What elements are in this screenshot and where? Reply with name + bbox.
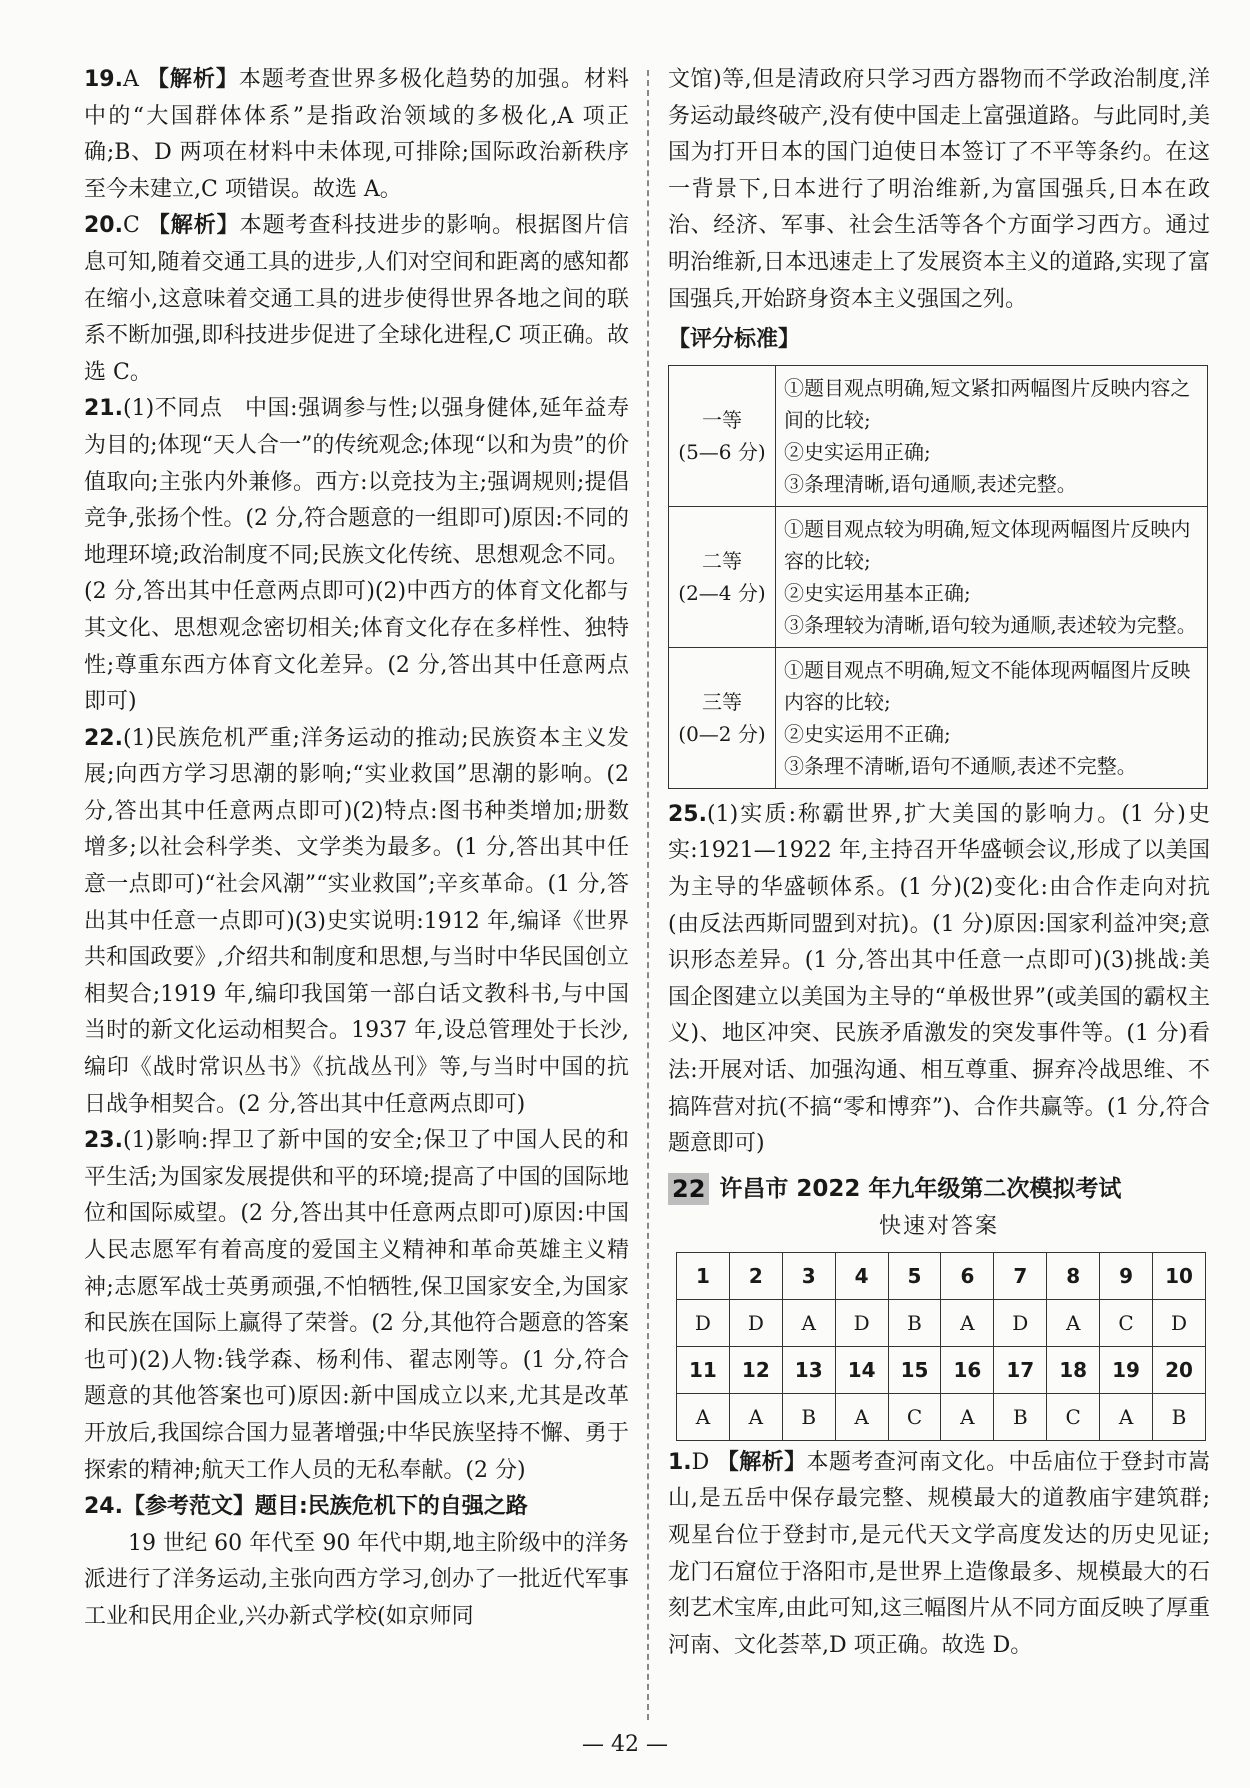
answer-key-numbers-row: 1 2 3 4 5 6 7 8 9 10 (677, 1252, 1206, 1299)
answer-key-table (676, 1252, 1206, 1441)
grading-table (668, 365, 1208, 789)
grade-criteria: ①题目观点明确,短文紧扣两幅图片反映内容之间的比较; ②史实运用正确; ③条理清晰,语句通顺,表述完整。 (776, 365, 1208, 506)
grade-level: 三等 (0—2 分) (669, 647, 776, 788)
answer-24-essay-continued: 文馆)等,但是清政府只学习西方器物而不学政治制度,洋务运动最终破产,没有使中国走上富强道路。与此同时,美国为打开日本的国门迫使日本签订了不平等条约。在这一背景下,日本进行了明治维新,为富国强兵,日本在政治、经济、军事、社会生活等各个方面学习西方。通过明治维新,日本迅速走上了发展资本主义的道路,实现了富国强兵,开始跻身资本主义强国之列。 (668, 67, 1210, 312)
grade-criteria: ①题目观点不明确,短文不能体现两幅图片反映内容的比较; ②史实运用不正确; ③条理不清晰,语句不通顺,表述不完整。 (776, 647, 1208, 788)
answer-1: 1.D 【解析】本题考查河南文化。中岳庙位于登封市嵩山,是五岳中保存最完整、规模最大的道教庙宇建筑群;观星台位于登封市,是元代天文学高度发达的历史见证;龙门石窟位于洛阳市,是世界上造像最多、规模最大的石刻艺术宝库,由此可知,这三幅图片从不同方面反映了厚重河南、文化荟萃,D 项正确。故选 D。 (668, 1449, 1210, 1658)
grading-criteria-label: 【评分标准】 (668, 327, 801, 353)
grade-level: 一等 (5—6 分) (669, 365, 776, 506)
answer-key-numbers-row: 11 12 13 14 15 16 17 18 19 20 (677, 1346, 1206, 1393)
answer-23: 23.(1)影响:捍卫了新中国的安全;保卫了中国人民的和平生活;为国家发展提供和平的环境;提高了中国的国际地位和国际威望。(2 分,答出其中任意两点即可)原因:中国人民志愿军有着高度的爱国主义精神和革命英雄主义精神;志愿军战士英勇顽强,不怕牺牲,保卫国家安全,为国家和民族在国际上赢得了荣誉。(2 分,其他符合题意的答案也可)(2)人物:钱学森、杨利伟、翟志刚等。(1 分,符合题意的其他答案也可)原因:新中国成立以来,尤其是改革开放后,我国综合国力显著增强;中华民族坚持不懈、勇于探索的精神;航天工作人员的无私奉献。(2 分) (84, 1128, 629, 1483)
grade-criteria: ①题目观点较为明确,短文体现两幅图片反映内容的比较; ②史实运用基本正确; ③条理较为清晰,语句较为通顺,表述较为完整。 (776, 506, 1208, 647)
answer-24-heading: 24.【参考范文】题目:民族危机下的自强之路 (84, 1494, 528, 1520)
grading-row (669, 647, 1208, 788)
grading-row (669, 506, 1208, 647)
answer-21: 21.(1)不同点 中国:强调参与性;以强身健体,延年益寿为目的;体现“天人合一”的传统观念;体现“以和为贵”的价值取向;主张内外兼修。西方:以竞技为主;强调规则;提倡竞争,张扬个性。(2 分,符合题意的一组即可)原因:不同的地理环境;政治制度不同;民族文化传统、思想观念不同。(2 分,答出其中任意两点即可)(2)中西方的体育文化都与其文化、思想观念密切相关;体育文化存在多样性、独特性;尊重东西方体育文化差异。(2 分,答出其中任意两点即可) (84, 396, 629, 715)
right-column (668, 62, 1210, 1664)
grade-level: 二等 (2—4 分) (669, 506, 776, 647)
grading-row (669, 365, 1208, 506)
exam-number-badge: 22 (668, 1173, 709, 1205)
answer-20: 20.C 【解析】本题考查科技进步的影响。根据图片信息可知,随着交通工具的进步,人们对空间和距离的感知都在缩小,这意味着交通工具的进步使得世界各地之间的联系不断加强,即科技进步促进了全球化进程,C 项正确。故选 C。 (84, 213, 629, 385)
left-column (84, 62, 629, 1636)
answer-key-letters-row: D D A D B A D A C D (677, 1299, 1206, 1346)
exam-title (668, 1171, 1210, 1208)
answer-24-essay: 19 世纪 60 年代至 90 年代中期,地主阶级中的洋务派进行了洋务运动,主张向西方学习,创办了一批近代军事工业和民用企业,兴办新式学校(如京师同 (84, 1530, 629, 1629)
answer-22: 22.(1)民族危机严重;洋务运动的推动;民族资本主义发展;向西方学习思潮的影响;“实业救国”思潮的影响。(2 分,答出其中任意两点即可)(2)特点:图书种类增加;册数增多;以社会科学类、文学类为最多。(1 分,答出其中任意一点即可)“社会风潮”“实业救国”;辛亥革命。(1 分,答出其中任意一点即可)(3)史实说明:1912 年,编译《世界共和国政要》,介绍共和制度和思想,与当时中华民国创立相契合;1919 年,编印我国第一部白话文教科书,与中国当时的新文化运动相契合。1937 年,设总管理处于长沙,编印《战时常识丛书》《抗战丛刊》等,与当时中国的抗日战争相契合。(2 分,答出其中任意两点即可) (84, 725, 629, 1117)
answer-19: 19.A 【解析】本题考查世界多极化趋势的加强。材料中的“大国群体体系”是指政治领域的多极化,A 项正确;B、D 两项在材料中未体现,可排除;国际政治新秩序至今未建立,C 项错误。故选 A。 (84, 67, 629, 202)
exam-title-text: 许昌市 2022 年九年级第二次模拟考试 (719, 1175, 1122, 1202)
answer-key-letters-row: A A B A C A B C A B (677, 1393, 1206, 1440)
page-number: — 42 — (582, 1732, 668, 1757)
quick-answer-subtitle: 快速对答案 (878, 1214, 999, 1240)
column-divider (647, 70, 649, 1720)
answer-25: 25.(1)实质:称霸世界,扩大美国的影响力。(1 分)史实:1921—1922 年,主持召开华盛顿会议,形成了以美国为主导的华盛顿体系。(1 分)(2)变化:由合作走向对抗(由反法西斯同盟到对抗)。(1 分)原因:国家利益冲突;意识形态差异。(1 分,答出其中任意一点即可)(3)挑战:美国企图建立以美国为主导的“单极世界”(或美国的霸权主义)、地区冲突、民族矛盾激发的突发事件等。(1 分)看法:开展对话、加强沟通、相互尊重、摒弃冷战思维、不搞阵营对抗(不搞“零和博弈”)、合作共赢等。(1 分,符合题意即可) (668, 801, 1210, 1157)
